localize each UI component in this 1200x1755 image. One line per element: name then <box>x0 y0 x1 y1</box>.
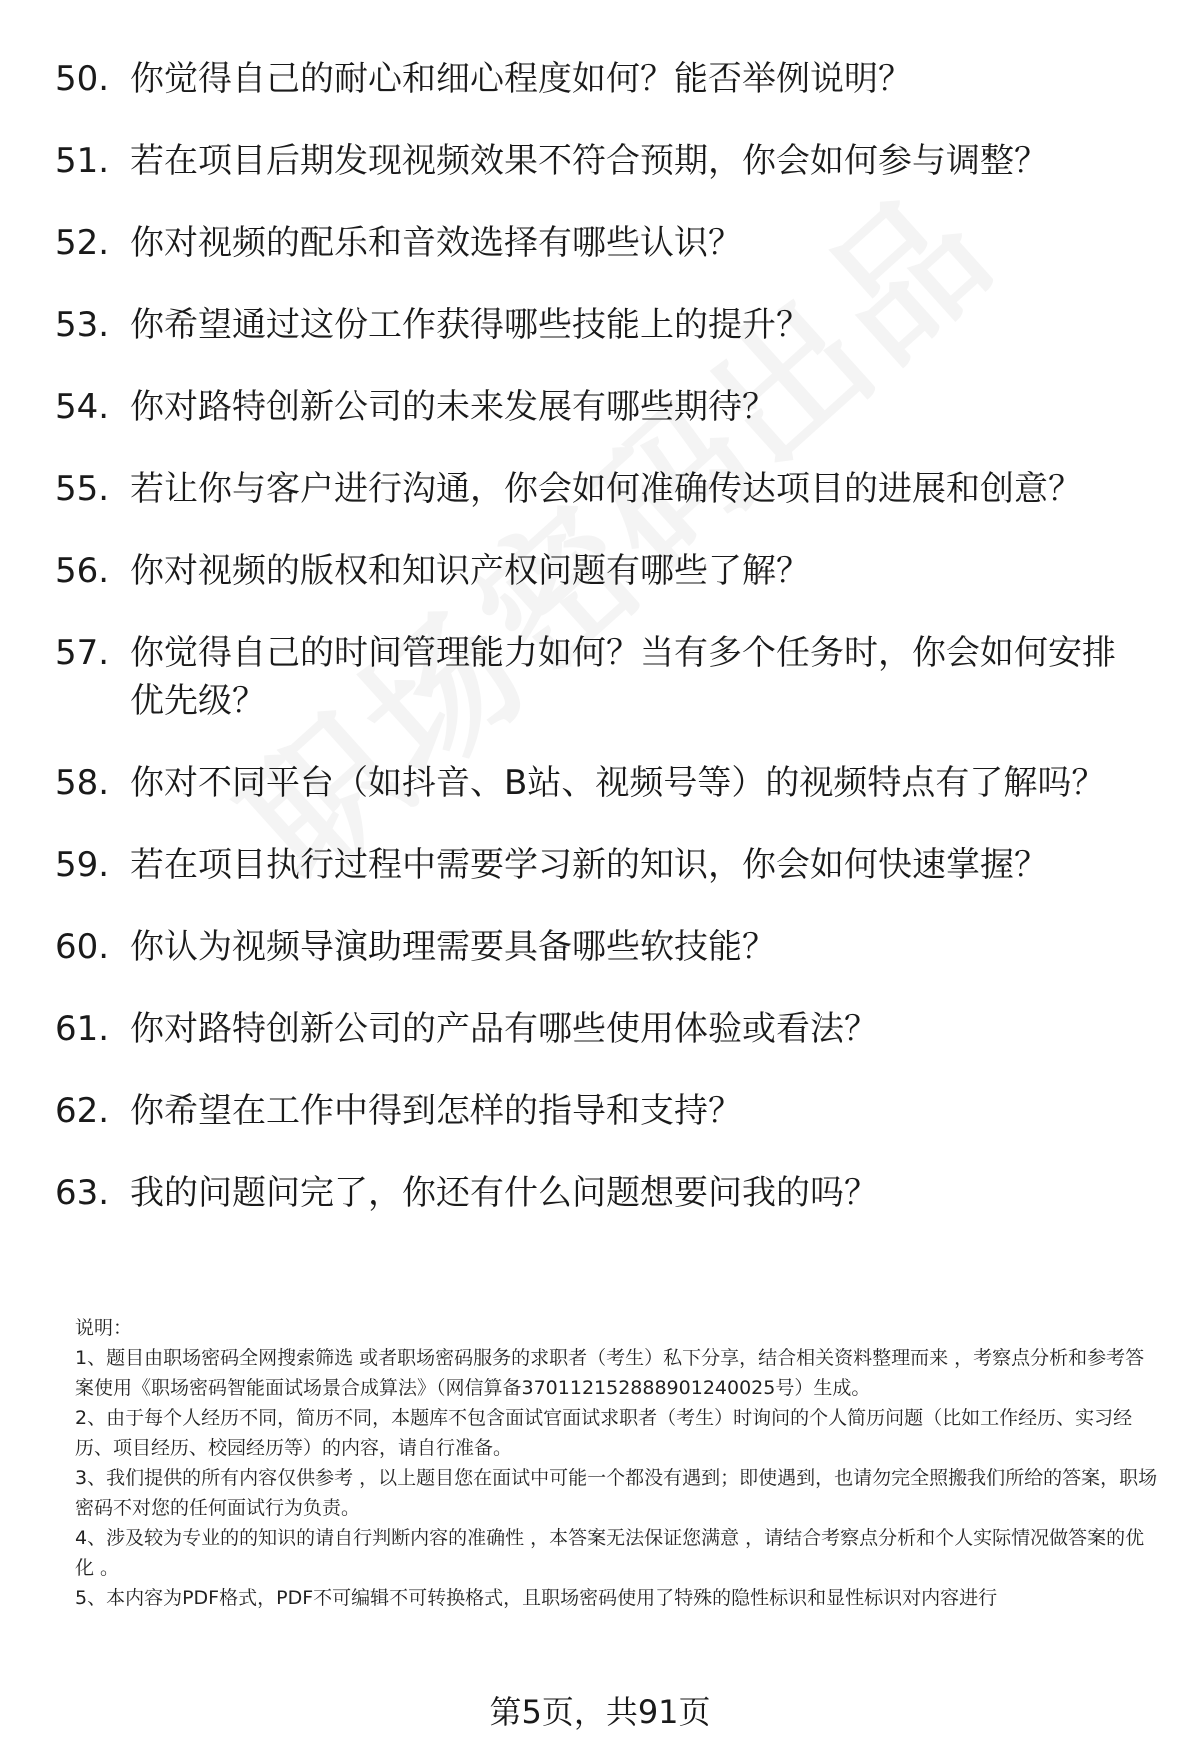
question-number: 59. <box>55 845 110 885</box>
question-text: 若在项目后期发现视频效果不符合预期，你会如何参与调整？ <box>130 141 1048 181</box>
note-item: 3、我们提供的所有内容仅供参考 ，以上题目您在面试中可能一个都没有遇到；即使遇到，也请勿完全照搬我们所给的答案，职场密码不对您的任何面试行为负责。 <box>75 1467 1158 1519</box>
question-number: 52. <box>55 223 110 263</box>
question-number: 58. <box>55 763 110 803</box>
question-text: 若让你与客户进行沟通，你会如何准确传达项目的进展和创意？ <box>130 469 1082 509</box>
question-text: 你觉得自己的时间管理能力如何？当有多个任务时，你会如何安排优先级？ <box>130 633 1116 721</box>
question-number: 57. <box>55 633 110 673</box>
question-item <box>55 759 1155 807</box>
notes-title: 说明： <box>75 1317 133 1339</box>
question-text: 你对路特创新公司的未来发展有哪些期待？ <box>130 387 776 427</box>
question-item <box>55 1169 1155 1217</box>
question-text: 若在项目执行过程中需要学习新的知识，你会如何快速掌握？ <box>130 845 1048 885</box>
question-number: 60. <box>55 927 110 967</box>
question-number: 55. <box>55 469 110 509</box>
question-list <box>55 55 1155 1251</box>
question-number: 61. <box>55 1009 110 1049</box>
note-item: 5、本内容为PDF格式，PDF不可编辑不可转换格式，且职场密码使用了特殊的隐性标识和显性标识对内容进行 <box>75 1587 998 1609</box>
question-text: 你对视频的版权和知识产权问题有哪些了解？ <box>130 551 810 591</box>
question-number: 54. <box>55 387 110 427</box>
page-number: 第5页，共91页 <box>489 1693 711 1731</box>
question-text: 你觉得自己的耐心和细心程度如何？能否举例说明？ <box>130 59 912 99</box>
question-number: 53. <box>55 305 110 345</box>
note-item: 4、涉及较为专业的的知识的请自行判断内容的准确性 ，本答案无法保证您满意 ，请结合考察点分析和个人实际情况做答案的优化 。 <box>75 1527 1145 1579</box>
question-text: 我的问题问完了，你还有什么问题想要问我的吗？ <box>130 1173 878 1213</box>
question-number: 62. <box>55 1091 110 1131</box>
question-item <box>55 301 1155 349</box>
question-text: 你对视频的配乐和音效选择有哪些认识？ <box>130 223 742 263</box>
question-text: 你希望在工作中得到怎样的指导和支持？ <box>130 1091 742 1131</box>
question-item <box>55 629 1155 725</box>
question-text: 你认为视频导演助理需要具备哪些软技能？ <box>130 927 776 967</box>
note-item: 1、题目由职场密码全网搜索筛选 或者职场密码服务的求职者（考生）私下分享，结合相关资料整理而来 ，考察点分析和参考答案使用《职场密码智能面试场景合成算法》（网信算备370112152888901240025号）生成。 <box>75 1347 1145 1399</box>
question-number: 63. <box>55 1173 110 1213</box>
question-number: 51. <box>55 141 110 181</box>
question-item <box>55 465 1155 513</box>
question-item <box>55 219 1155 267</box>
question-item <box>55 547 1155 595</box>
question-number: 56. <box>55 551 110 591</box>
question-text: 你希望通过这份工作获得哪些技能上的提升？ <box>130 305 810 345</box>
question-number: 50. <box>55 59 110 99</box>
question-item <box>55 55 1155 103</box>
question-item <box>55 137 1155 185</box>
question-item <box>55 841 1155 889</box>
question-text: 你对不同平台（如抖音、B站、视频号等）的视频特点有了解吗？ <box>130 763 1106 803</box>
question-text: 你对路特创新公司的产品有哪些使用体验或看法？ <box>130 1009 878 1049</box>
question-item <box>55 1005 1155 1053</box>
question-item <box>55 1087 1155 1135</box>
notes-section <box>75 1313 1160 1613</box>
question-item <box>55 923 1155 971</box>
note-item: 2、由于每个人经历不同，简历不同，本题库不包含面试官面试求职者（考生）时询问的个人简历问题（比如工作经历、实习经历、项目经历、校园经历等）的内容，请自行准备。 <box>75 1407 1133 1459</box>
question-item <box>55 383 1155 431</box>
